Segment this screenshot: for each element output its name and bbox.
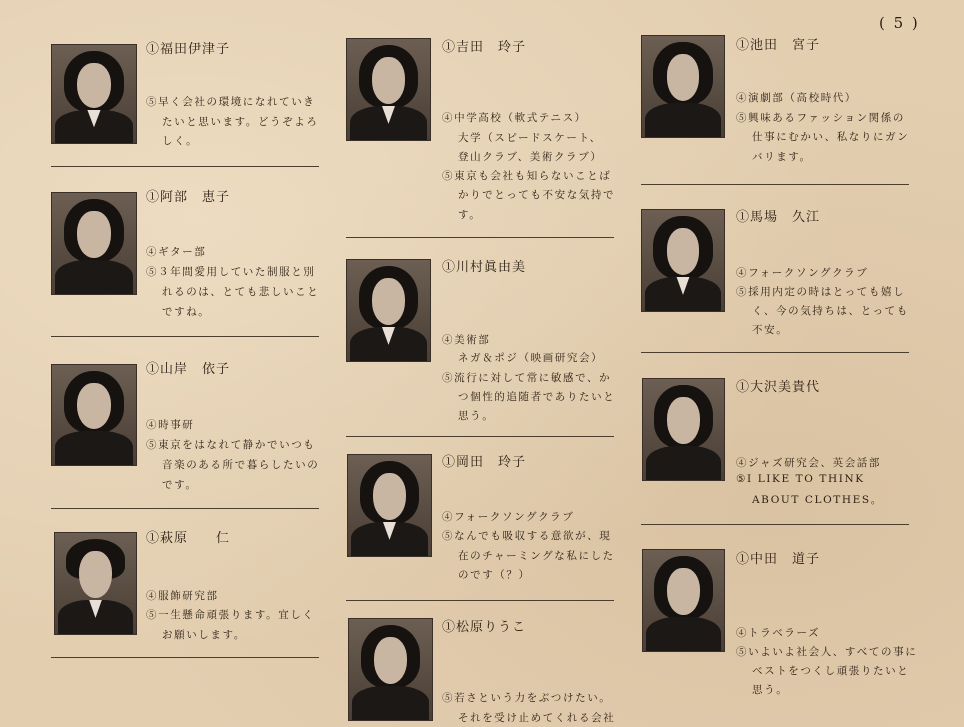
entry-line: 在のチャーミングな私にした	[458, 550, 615, 562]
entry-line: ④演劇部（高校時代）	[736, 92, 857, 104]
entry-divider	[51, 336, 319, 337]
entry-name: ①川村眞由美	[442, 260, 527, 275]
entry-line: のです（？）	[458, 569, 531, 581]
entry-line: ⑤若さという力をぶつけたい。	[442, 692, 612, 704]
entry-line: く、今の気持ちは、とっても	[752, 305, 909, 317]
entry-name: ①山岸 依子	[146, 362, 231, 377]
portrait-photo	[51, 192, 137, 295]
entry-line: ⑤I LIKE TO THINK	[736, 473, 865, 485]
entry-name: ①阿部 恵子	[146, 190, 231, 205]
portrait-photo	[641, 35, 725, 138]
page-number: ( 5 )	[879, 14, 920, 32]
entry-line: ④中学高校（軟式テニス）	[442, 112, 587, 124]
portrait-photo	[51, 44, 137, 144]
entry-line: ④トラベラーズ	[736, 627, 821, 639]
portrait-photo	[641, 209, 725, 312]
entry-line: ④フォークソングクラブ	[736, 267, 869, 279]
entry-name: ①池田 宮子	[736, 38, 821, 53]
entry-line: れるのは、とても悲しいこと	[162, 286, 320, 298]
entry-line: たいと思います。どうぞよろ	[162, 116, 319, 128]
portrait-photo	[348, 618, 433, 721]
entry-line: ⑤早く会社の環境になれていき	[146, 96, 316, 108]
entry-line: ④フォークソングクラブ	[442, 511, 575, 523]
entry-line: かりでとっても不安な気持で	[458, 189, 616, 201]
entry-line: ④美術部	[442, 334, 491, 346]
entry-name: ①大沢美貴代	[736, 380, 821, 395]
entry-line: ⑤いよいよ社会人、すべての事に	[736, 646, 918, 658]
entry-line: ⑤流行に対して常に敏感で、か	[442, 372, 612, 384]
entry-line: です。	[162, 479, 198, 491]
entry-line: つ個性的追随者でありたいと	[458, 391, 616, 403]
entry-divider	[51, 657, 319, 658]
entry-divider	[51, 166, 319, 167]
entry-line: ⑤採用内定の時はとっても嬉し	[736, 286, 906, 298]
entry-line: 音楽のある所で暮らしたいの	[162, 459, 320, 471]
entry-line: それを受け止めてくれる会社	[458, 712, 616, 724]
entry-line: ⑤東京も会社も知らないことば	[442, 170, 612, 182]
entry-divider	[51, 508, 319, 509]
entry-name: ①福田伊津子	[146, 42, 231, 57]
entry-divider	[641, 184, 909, 185]
portrait-photo	[346, 259, 431, 362]
entry-line: しく。	[162, 135, 199, 147]
entry-divider	[346, 237, 614, 238]
entry-line: ⑤一生懸命頑張ります。宜しく	[146, 609, 315, 621]
entry-line: ベストをつくし頑張りたいと	[752, 665, 910, 677]
entry-line: す。	[458, 209, 482, 221]
entry-line: 思う。	[458, 410, 495, 422]
portrait-photo	[54, 532, 137, 635]
entry-name: ①岡田 玲子	[442, 455, 527, 470]
portrait-photo	[51, 364, 137, 466]
entry-name: ①吉田 玲子	[442, 40, 527, 55]
entry-line: お願いします。	[162, 629, 246, 641]
entry-line: ABOUT CLOTHES。	[752, 494, 883, 506]
entry-line: ですね。	[162, 306, 211, 318]
portrait-photo	[642, 549, 725, 652]
portrait-photo	[642, 378, 725, 481]
entry-divider	[641, 524, 909, 525]
entry-name: ①松原りうこ	[442, 620, 527, 635]
entry-line: 思う。	[752, 684, 789, 696]
entry-line: ⑤興味あるファッション関係の	[736, 112, 905, 124]
entry-line: バリます。	[752, 151, 812, 163]
entry-line: ネガ＆ポジ（映画研究会）	[458, 352, 604, 364]
portrait-photo	[347, 454, 432, 557]
entry-line: ⑤３年間愛用していた制服と別	[146, 266, 316, 278]
entry-line: 不安。	[752, 324, 789, 336]
entry-line: ⑤なんでも吸収する意欲が、現	[442, 530, 612, 542]
portrait-photo	[346, 38, 431, 141]
entry-divider	[346, 436, 614, 437]
entry-line: 大学（スピードスケート、	[458, 132, 602, 144]
entry-line: ④時事研	[146, 419, 195, 431]
entry-line: 仕事にむかい、私なりにガン	[752, 131, 910, 143]
entry-line: ⑤東京をはなれて静かでいつも	[146, 439, 316, 451]
entry-line: ④ジャズ研究会、英会話部	[736, 457, 881, 469]
entry-line: 登山クラブ、美術クラブ）	[458, 151, 603, 163]
entry-divider	[346, 600, 614, 601]
entry-line: ④ギター部	[146, 246, 207, 258]
entry-name: ①中田 道子	[736, 552, 821, 567]
entry-name: ①萩原 仁	[146, 531, 231, 546]
entry-line: ④服飾研究部	[146, 590, 219, 602]
entry-divider	[641, 352, 909, 353]
entry-name: ①馬場 久江	[736, 210, 821, 225]
